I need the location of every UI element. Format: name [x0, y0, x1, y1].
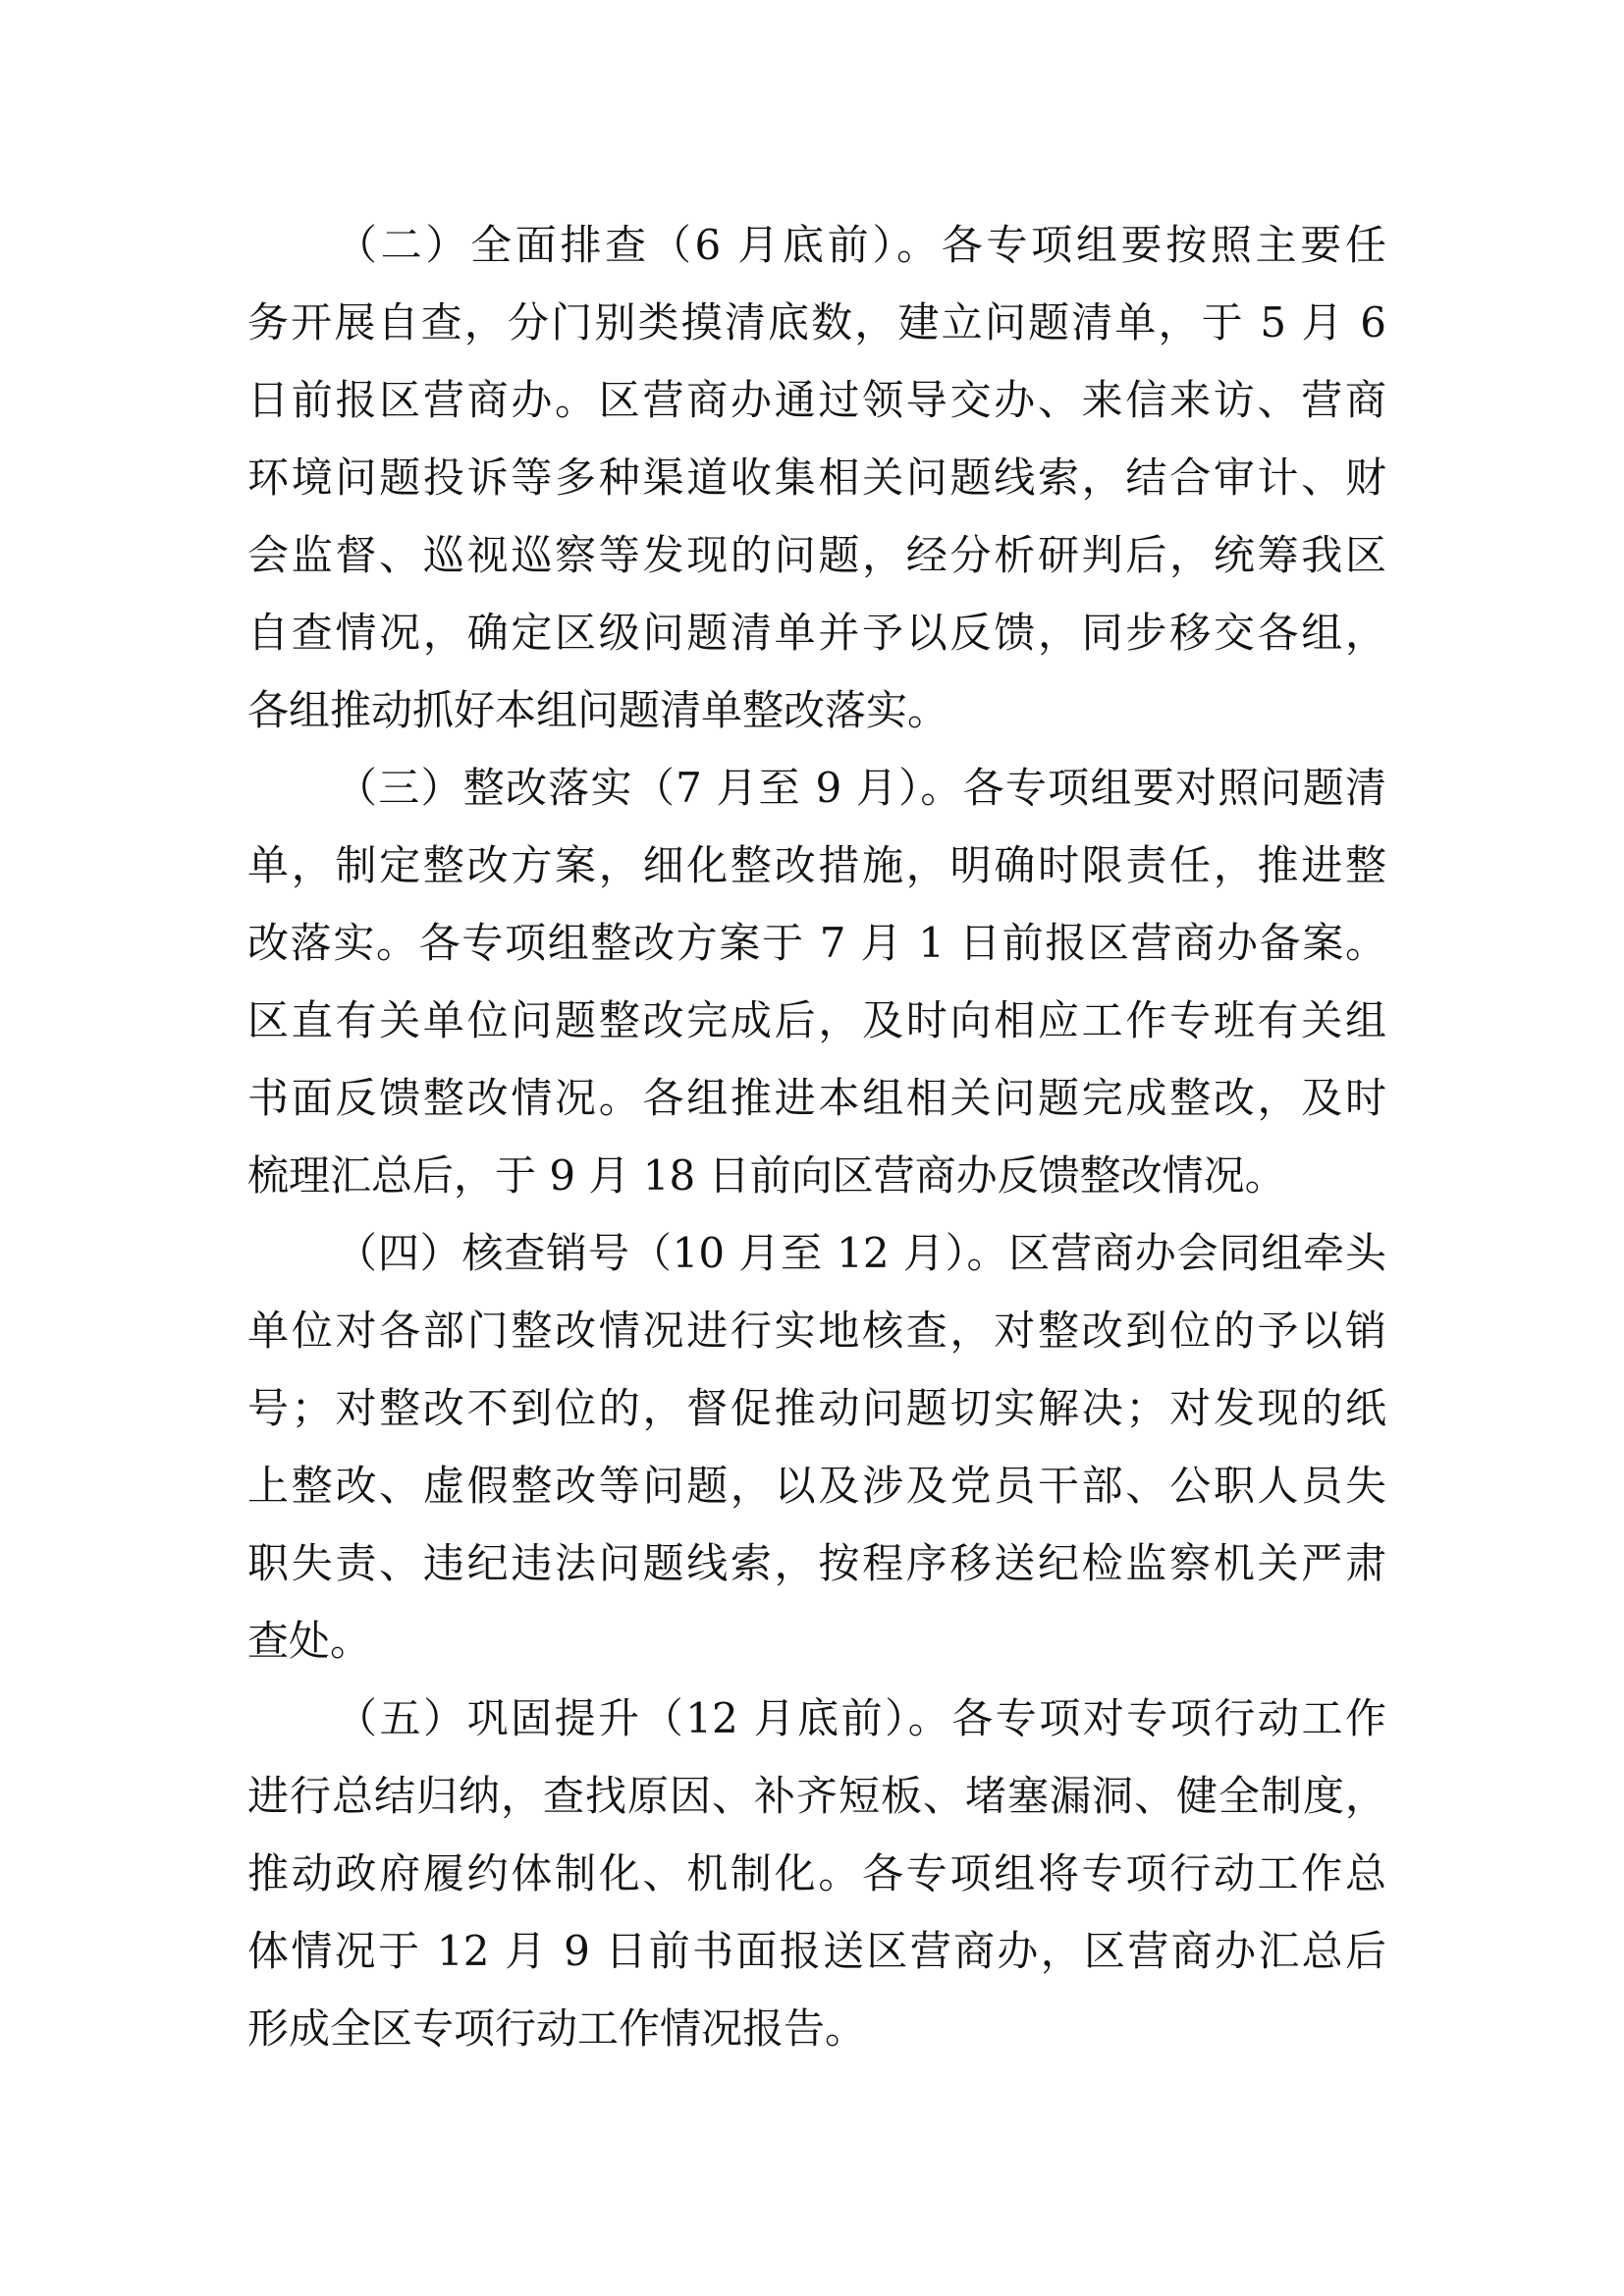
- paragraph-line: 推动政府履约体制化、机制化。各专项组将专项行动工作总: [247, 1849, 1386, 1897]
- paragraph-line: 日前报区营商办。区营商办通过领导交办、来信来访、营商: [247, 376, 1386, 424]
- paragraph-line: 环境问题投诉等多种渠道收集相关问题线索，结合审计、财: [247, 454, 1386, 502]
- paragraph-line: 查处。: [247, 1617, 372, 1665]
- paragraph-line: 改落实。各专项组整改方案于 7 月 1 日前报区营商办备案。: [247, 919, 1386, 967]
- paragraph-line: 上整改、虚假整改等问题，以及涉及党员干部、公职人员失: [247, 1462, 1386, 1510]
- paragraph-line: （三）整改落实（7 月至 9 月）。各专项组要对照问题清: [336, 764, 1386, 812]
- section-consolidation: [247, 1680, 1386, 2067]
- document-body: [247, 206, 1386, 2067]
- paragraph-line: 形成全区专项行动工作情况报告。: [247, 2004, 867, 2053]
- paragraph-line: （四）核查销号（10 月至 12 月）。区营商办会同组牵头: [336, 1229, 1386, 1277]
- paragraph-line: 单，制定整改方案，细化整改措施，明确时限责任，推进整: [247, 841, 1386, 889]
- section-rectification: [247, 749, 1386, 1214]
- paragraph-line: 务开展自查，分门别类摸清底数，建立问题清单，于 5 月 6: [247, 298, 1386, 347]
- paragraph-line: 号；对整改不到位的，督促推动问题切实解决；对发现的纸: [247, 1384, 1386, 1432]
- paragraph-line: 进行总结归纳，查找原因、补齐短板、堵塞漏洞、健全制度，: [247, 1772, 1386, 1820]
- section-verification: [247, 1214, 1386, 1680]
- paragraph-line: 区直有关单位问题整改完成后，及时向相应工作专班有关组: [247, 996, 1386, 1044]
- section-comprehensive-check: [247, 206, 1386, 749]
- paragraph-line: 书面反馈整改情况。各组推进本组相关问题完成整改，及时: [247, 1074, 1386, 1122]
- paragraph-line: （五）巩固提升（12 月底前）。各专项对专项行动工作: [336, 1694, 1386, 1742]
- paragraph-line: 各组推动抓好本组问题清单整改落实。: [247, 686, 949, 734]
- paragraph-line: 职失责、违纪违法问题线索，按程序移送纪检监察机关严肃: [247, 1539, 1386, 1587]
- paragraph-line: 体情况于 12 月 9 日前书面报送区营商办，区营商办汇总后: [247, 1927, 1386, 1975]
- paragraph-line: 自查情况，确定区级问题清单并予以反馈，同步移交各组，: [247, 609, 1386, 657]
- paragraph-line: 单位对各部门整改情况进行实地核查，对整改到位的予以销: [247, 1307, 1386, 1355]
- paragraph-line: 梳理汇总后，于 9 月 18 日前向区营商办反馈整改情况。: [247, 1151, 1286, 1200]
- paragraph-line: （二）全面排查（6 月底前）。各专项组要按照主要任: [336, 221, 1386, 269]
- paragraph-line: 会监督、巡视巡察等发现的问题，经分析研判后，统筹我区: [247, 531, 1386, 579]
